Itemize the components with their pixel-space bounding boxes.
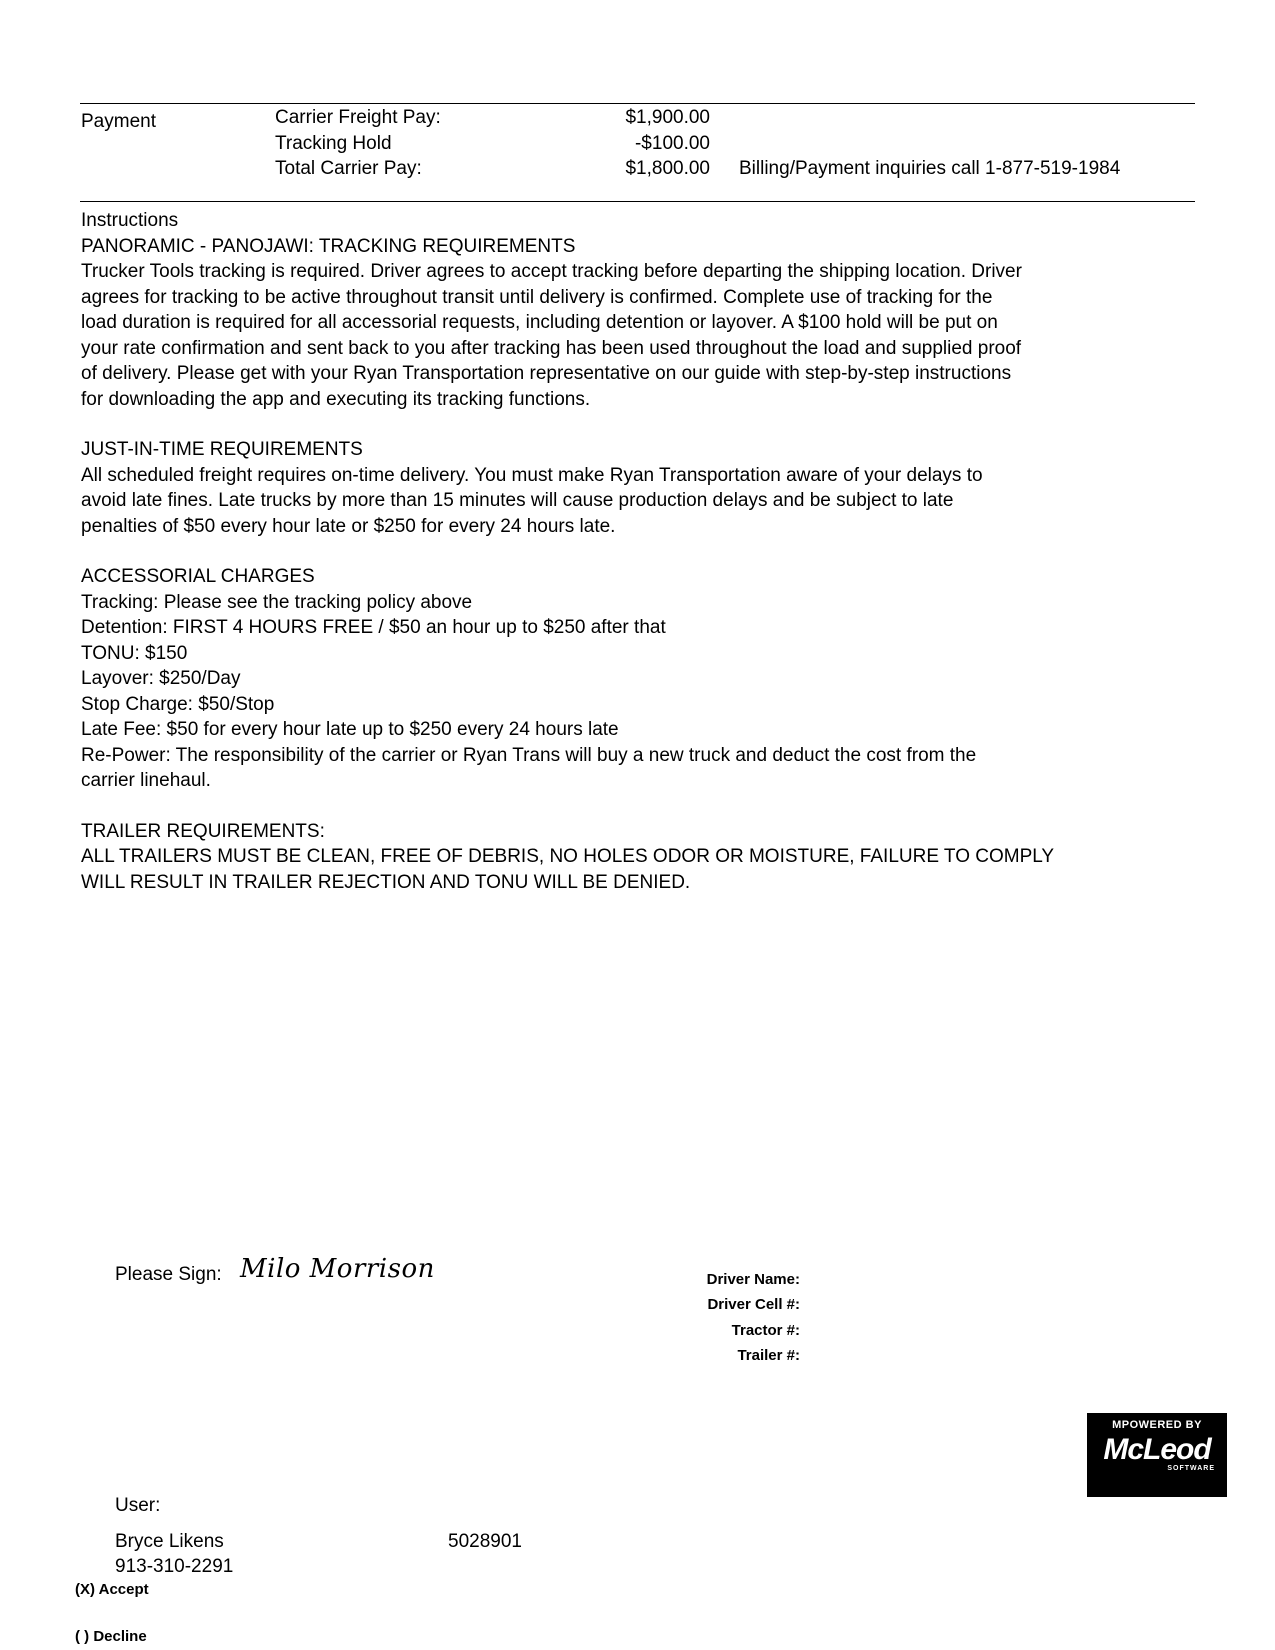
carrier-freight-pay-amount: $1,900.00	[625, 107, 710, 128]
jit-requirements-title: JUST-IN-TIME REQUIREMENTS	[81, 439, 363, 460]
user-label: User:	[115, 1495, 161, 1516]
section-rule	[80, 201, 1195, 202]
tracking-line: for downloading the app and executing its tracking functions.	[81, 388, 591, 410]
accessorial-line: Stop Charge: $50/Stop	[81, 693, 275, 715]
tracking-hold-amount: -$100.00	[634, 133, 710, 154]
trailer-line: ALL TRAILERS MUST BE CLEAN, FREE OF DEBRIS, NO HOLES ODOR OR MOISTURE, FAILURE TO COMPLY	[81, 846, 1055, 867]
logo-tagline: MPOWERED BY	[1112, 1419, 1202, 1431]
driver-name-label: Driver Name:	[706, 1271, 800, 1288]
instructions-body	[81, 208, 1211, 895]
accessorial-line: Detention: FIRST 4 HOURS FREE / $50 an hour up to $250 after that	[81, 617, 666, 638]
accessorial-line: Re-Power: The responsibility of the carrier or Ryan Trans will buy a new truck and deduct the cost from the	[81, 744, 977, 766]
trailer-requirements-title: TRAILER REQUIREMENTS:	[81, 820, 325, 842]
accessorial-line: carrier linehaul.	[81, 770, 211, 791]
trailer-line: WILL RESULT IN TRAILER REJECTION AND TONU WILL BE DENIED.	[81, 871, 691, 893]
tracking-line: your rate confirmation and sent back to you after tracking has been used throughout the load and supplied proof	[81, 337, 1022, 359]
tracking-line: agrees for tracking to be active throughout transit until delivery is confirmed. Complete use of tracking for the	[81, 286, 993, 308]
driver-cell-label: Driver Cell #:	[707, 1296, 800, 1313]
decline-option[interactable]: ( ) Decline	[75, 1628, 147, 1645]
tractor-number-label: Tractor #:	[731, 1322, 800, 1339]
accessorial-charges-title: ACCESSORIAL CHARGES	[81, 566, 315, 587]
tracking-line: Trucker Tools tracking is required. Driver agrees to accept tracking before departing the shipping location. Driver	[81, 261, 1022, 282]
please-sign-label: Please Sign:	[115, 1264, 222, 1285]
trailer-number-label: Trailer #:	[737, 1347, 800, 1364]
user-id: 5028901	[448, 1531, 522, 1552]
instructions-heading: Instructions	[81, 210, 179, 231]
tracking-hold-label: Tracking Hold	[275, 133, 392, 154]
logo-sub: SOFTWARE	[1167, 1465, 1215, 1472]
jit-line: penalties of $50 every hour late or $250 for every 24 hours late.	[81, 515, 616, 537]
payment-label: Payment	[81, 111, 156, 132]
tracking-line: load duration is required for all accessorial requests, including detention or layover. A $100 hold will be put on	[81, 312, 998, 333]
jit-line: avoid late fines. Late trucks by more than 15 minutes will cause production delays and be subject to late	[81, 490, 954, 511]
user-name: Bryce Likens	[115, 1531, 224, 1552]
logo-brand: McLeod	[1103, 1433, 1211, 1466]
accept-option[interactable]: (X) Accept	[75, 1581, 149, 1598]
accessorial-line: Late Fee: $50 for every hour late up to $250 every 24 hours late	[81, 719, 619, 740]
jit-line: All scheduled freight requires on-time delivery. You must make Ryan Transportation aware of your delays to	[81, 464, 983, 486]
total-carrier-pay-label: Total Carrier Pay:	[275, 158, 422, 179]
carrier-freight-pay-label: Carrier Freight Pay:	[275, 107, 441, 128]
accessorial-line: Layover: $250/Day	[81, 668, 241, 689]
tracking-requirements-title: PANORAMIC - PANOJAWI: TRACKING REQUIREMENTS	[81, 235, 576, 257]
accessorial-line: TONU: $150	[81, 642, 188, 664]
mcleod-logo	[1087, 1413, 1227, 1497]
total-carrier-pay-amount: $1,800.00	[625, 158, 710, 179]
billing-inquiries-note: Billing/Payment inquiries call 1-877-519-1984	[739, 158, 1121, 179]
user-phone: 913-310-2291	[115, 1556, 234, 1577]
top-rule	[80, 103, 1195, 104]
tracking-line: of delivery. Please get with your Ryan Transportation representative on our guide with step-by-step instructions	[81, 363, 1012, 384]
accessorial-line: Tracking: Please see the tracking policy above	[81, 591, 473, 613]
signature: Milo Morrison	[240, 1254, 435, 1284]
